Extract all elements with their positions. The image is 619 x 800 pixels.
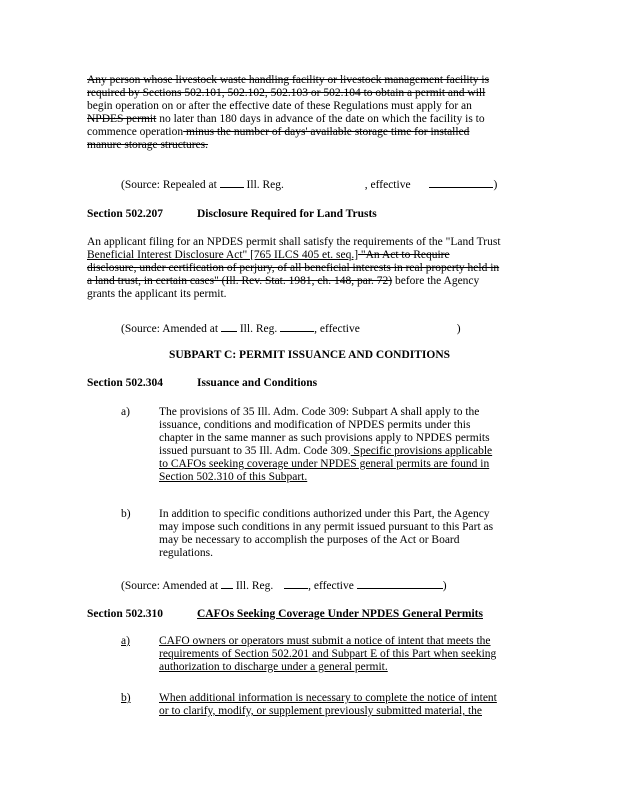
subsection-310-b	[121, 692, 521, 722]
intro-line-1: Any person whose livestock waste handling facility or livestock management facility is	[87, 74, 490, 86]
subpart-heading	[0, 349, 619, 361]
item304a-line-1: The provisions of 35 Ill. Adm. Code 309: Subpart A shall apply to the	[159, 406, 480, 418]
item304a-line-2: issuance, conditions and modification of NPDES permits under this	[159, 419, 471, 431]
item304a-line-4b: Specific provisions applicable	[350, 445, 493, 457]
paragraph-207	[87, 236, 527, 301]
source2-effective: , effective	[314, 323, 360, 335]
section-title-310: CAFOs Seeking Coverage Under NPDES General Permits	[197, 608, 483, 620]
source1-end: )	[493, 179, 498, 191]
source1-effective: , effective	[364, 179, 411, 191]
source2-prefix: (Source: Amended at	[121, 323, 219, 335]
source3-blank-page	[284, 578, 308, 589]
source2-end: )	[456, 323, 461, 335]
item310b-line-2: or to clarify, modify, or supplement previously submitted material, the	[159, 705, 482, 717]
item304a-line-4: issued pursuant to 35 Ill. Adm. Code 309.	[159, 445, 351, 457]
intro-line-5a: commence operation	[87, 126, 184, 138]
source1-prefix: (Source: Repealed at	[121, 179, 217, 191]
section-title-207: Disclosure Required for Land Trusts	[197, 208, 377, 220]
source2-blank-page	[280, 321, 314, 332]
subsection-label: b)	[121, 508, 131, 520]
intro-line-4b: no later than 180 days in advance of the date on which the facility is to	[156, 113, 485, 125]
subsection-label: a)	[121, 406, 130, 418]
item310a-line-3: authorization to discharge under a general permit.	[159, 661, 388, 673]
para207-line-2: Beneficial Interest Disclosure Act" [765 ILCS 405 et. seq.]	[87, 249, 359, 261]
item310a-line-1: CAFO owners or operators must submit a notice of intent that meets the	[159, 635, 491, 647]
source3-reg: Ill. Reg.	[235, 580, 274, 592]
item304b-line-2: may impose such conditions in any permit issued pursuant to this Part as	[159, 521, 494, 533]
intro-paragraph	[87, 74, 527, 152]
item304b-line-3: may be necessary to accomplish the purposes of the Act or Board	[159, 534, 460, 546]
source3-blank-volume	[221, 578, 233, 589]
para207-line-2b: "An Act to Require	[358, 249, 450, 261]
source3-prefix: (Source: Amended at	[121, 580, 219, 592]
source-note-amended-1	[121, 321, 461, 335]
source2-reg: Ill. Reg.	[239, 323, 278, 335]
item310a-line-2: requirements of Section 502.201 and Subpart E of this Part when seeking	[159, 648, 497, 660]
source3-effective: , effective	[308, 580, 354, 592]
section-number-310: Section 502.310	[87, 608, 164, 620]
para207-line-3: disclosure, under certification of perjury, of all beneficial interests in real property held in	[87, 262, 500, 274]
item304a-line-3: chapter in the same manner as such provisions apply to NPDES permits	[159, 432, 490, 444]
source-note-repealed	[121, 177, 497, 191]
source1-reg: Ill. Reg.	[246, 179, 284, 191]
section-heading-310	[87, 608, 483, 620]
source1-blank-volume	[220, 177, 244, 188]
source1-blank-date	[429, 177, 493, 188]
section-heading-207	[87, 208, 377, 220]
subsection-310-a	[121, 635, 521, 680]
para207-line-1: An applicant filing for an NPDES permit shall satisfy the requirements of the "Land Trust	[87, 236, 501, 248]
item304b-line-4: regulations.	[159, 547, 213, 559]
subsection-label: a)	[121, 635, 130, 647]
intro-line-4a: NPDES permit	[87, 113, 157, 125]
para207-line-5: grants the applicant its permit.	[87, 288, 227, 300]
source3-end: )	[442, 580, 447, 592]
subsection-304-a	[121, 406, 521, 496]
intro-line-5b: minus the number of days' available storage time for installed	[183, 126, 470, 138]
para207-line-4b: before the Agency	[392, 275, 480, 287]
subsection-label: b)	[121, 692, 131, 704]
section-number-304: Section 502.304	[87, 377, 164, 389]
para207-line-4: a land trust, in certain cases" (Ill. Rev. Stat. 1981, ch. 148, par. 72)	[87, 275, 393, 287]
section-number-207: Section 502.207	[87, 208, 164, 220]
item304a-line-6: Section 502.310 of this Subpart.	[159, 471, 308, 483]
intro-line-2: required by Sections 502.101, 502.102, 502.103 or 502.104 to obtain a permit and will	[87, 87, 486, 99]
source-note-amended-2	[121, 578, 447, 592]
item310b-line-1: When additional information is necessary to complete the notice of intent	[159, 692, 497, 704]
item304b-line-1: In addition to specific conditions authorized under this Part, the Agency	[159, 508, 490, 520]
section-title-304: Issuance and Conditions	[197, 377, 318, 389]
source3-blank-date	[357, 578, 443, 589]
item304a-line-5: to CAFOs seeking coverage under NPDES general permits are found in	[159, 458, 490, 470]
source2-blank-volume	[221, 321, 237, 332]
intro-line-3: begin operation on or after the effective date of these Regulations must apply for an	[87, 100, 472, 112]
subsection-304-b	[121, 508, 521, 568]
section-heading-304	[87, 377, 317, 389]
subpart-title: SUBPART C: PERMIT ISSUANCE AND CONDITIONS	[168, 349, 451, 361]
intro-line-6: manure storage structures.	[87, 139, 209, 151]
